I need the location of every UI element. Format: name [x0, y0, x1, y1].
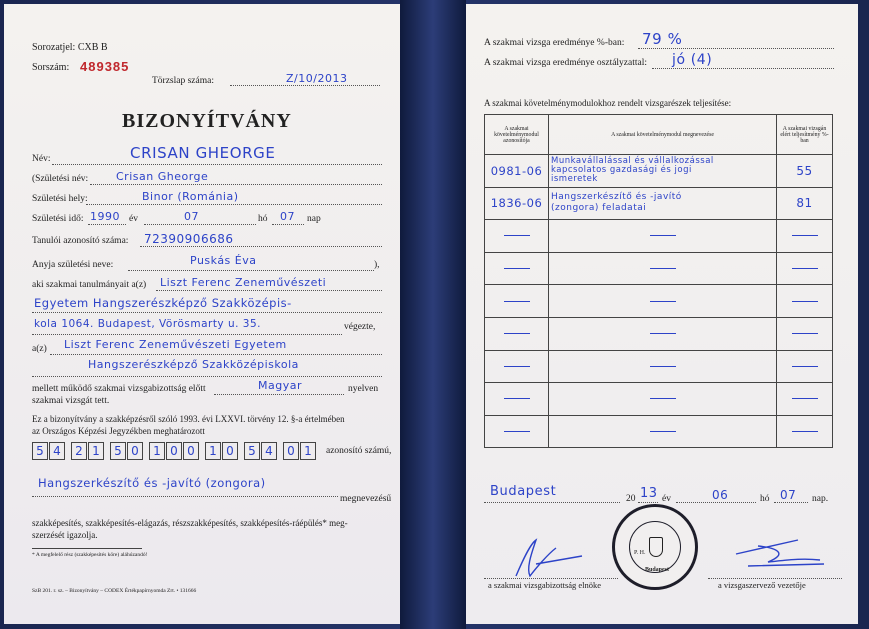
okj-digit: 0 [222, 442, 238, 460]
module-name-line: (zongora) feladatai [551, 203, 647, 214]
header-score: A szakmai vizsgán elért teljesítmény %-ban [777, 115, 833, 155]
studied-label: aki szakmai tanulmányait a(z) [32, 280, 147, 290]
exam-taken: szakmai vizsgát tett. [32, 396, 110, 406]
official-seal [612, 504, 698, 590]
month-value: 06 [712, 488, 729, 502]
qualification-value: Hangszerkészítő és -javító (zongora) [38, 476, 266, 490]
okj-digit: 1 [149, 442, 165, 460]
seal-text: Budapest [645, 567, 670, 573]
birth-day: 07 [280, 210, 295, 223]
birth-place-value: Binor (Románia) [142, 190, 239, 203]
mother-label: Anyja születési neve: [32, 260, 114, 270]
okj-label: azonosító számú, [326, 446, 392, 456]
module-name [549, 187, 777, 220]
document-title: BIZONYÍTVÁNY [122, 110, 292, 132]
okj-digit: 0 [283, 442, 299, 460]
serial-label: Sorszám: [32, 62, 70, 73]
student-id-value: 72390906686 [144, 232, 234, 246]
birth-name-label: (Születési név: [32, 174, 89, 184]
module-score: 81 [777, 187, 833, 220]
birth-date-label: Születési idő: [32, 214, 84, 224]
printer-info: SzB 201. r. sz. – Bizonyítvány – CODEX Értékpapírnyomda Zrt. • 131666 [32, 588, 197, 594]
result-grade-value: jó (4) [672, 52, 713, 68]
modules-label: A szakmai követelménymodulokhoz rendelt vizsgarészek teljesítése: [484, 98, 732, 108]
school-line-2: Egyetem Hangszerészképző Szakközépis- [34, 296, 292, 310]
series-label: Sorozatjel: CXB B [32, 42, 108, 53]
header-module-name: A szakmai követelménymodul megnevezése [549, 115, 777, 155]
chair-signature [496, 534, 586, 582]
year-word: év [662, 494, 671, 504]
table-row [485, 155, 833, 188]
module-id: 0981-06 [485, 155, 549, 188]
qualification-label: megnevezésű [340, 494, 392, 504]
chair-label: a szakmai vizsgabizottság elnöke [488, 580, 602, 590]
record-label: Törzslap száma: [152, 76, 214, 86]
name-value: CRISAN GHEORGE [130, 144, 276, 162]
okj-digit: 5 [32, 442, 48, 460]
okj-digit: 1 [205, 442, 221, 460]
birth-place-label: Születési hely: [32, 194, 88, 204]
okj-digit: 1 [300, 442, 316, 460]
year-prefix: 20 [626, 494, 636, 504]
okj-digit: 5 [110, 442, 126, 460]
module-name [549, 155, 777, 188]
name-label: Név: [32, 154, 51, 164]
footer-text-1: szakképesítés, szakképesítés-elágazás, részszakképesítés, szakképesítés-ráépülés* meg- [32, 518, 348, 528]
okj-digit: 0 [166, 442, 182, 460]
record-number: Z/10/2013 [286, 72, 348, 85]
okj-digit: 4 [261, 442, 277, 460]
law-text-1: Ez a bizonyítvány a szakképzésről szóló 1993. évi LXXVI. törvény 12. §-a értelmében [32, 414, 345, 424]
year-word: év [129, 214, 138, 224]
module-name-line: kapcsolatos gazdasági és jogi [551, 165, 692, 176]
student-id-label: Tanulói azonosító száma: [32, 236, 129, 246]
table-row [485, 415, 833, 448]
footer-text-2: szerzését igazolja. [32, 530, 98, 540]
table-header-row [485, 115, 833, 155]
okj-digit: 5 [244, 442, 260, 460]
table-row [485, 350, 833, 383]
school-line-1: Liszt Ferenc Zeneművészeti [160, 276, 327, 289]
serial-number: 489385 [80, 59, 130, 74]
modules-table [484, 114, 833, 448]
school-line-3: kola 1064. Budapest, Vörösmarty u. 35. [34, 318, 262, 330]
module-name-line: ismeretek [551, 174, 598, 185]
table-row [485, 285, 833, 318]
organizer-label: a vizsgaszervező vezetője [718, 580, 806, 590]
module-id: 1836-06 [485, 187, 549, 220]
birth-year: 1990 [90, 210, 120, 223]
module-name-line: Munkavállalással és vállalkozással [551, 156, 714, 167]
day-word: nap [307, 214, 321, 224]
mother-value: Puskás Éva [190, 254, 257, 267]
okj-digit: 0 [127, 442, 143, 460]
p-label: P. H. [634, 550, 646, 556]
table-row [485, 187, 833, 220]
committee-label: mellett működő szakmai vizsgabizottság előtt [32, 384, 206, 394]
day-word: nap. [812, 494, 829, 504]
year-value: 13 [640, 486, 658, 501]
exam-school-line-1: Liszt Ferenc Zeneművészeti Egyetem [64, 338, 287, 351]
module-name-line: Hangszerkészítő és -javító [551, 192, 682, 203]
book-spine [400, 0, 466, 629]
place-value: Budapest [490, 484, 557, 499]
coat-of-arms-icon [649, 537, 663, 557]
birth-name-value: Crisan Gheorge [116, 170, 209, 183]
okj-digit: 4 [49, 442, 65, 460]
okj-digit: 1 [88, 442, 104, 460]
module-score: 55 [777, 155, 833, 188]
mother-close: ), [374, 260, 380, 270]
law-text-2: az Országos Képzési Jegyzékben meghatározott [32, 426, 205, 436]
day-value: 07 [780, 488, 797, 502]
left-page [4, 4, 400, 624]
right-page [466, 4, 858, 624]
table-row [485, 317, 833, 350]
exam-school-line-2: Hangszerészképző Szakközépiskola [88, 358, 299, 371]
language-label: nyelven [348, 384, 379, 394]
result-pct-value: 79 % [642, 30, 683, 48]
table-row [485, 220, 833, 253]
table-row [485, 252, 833, 285]
completed-label: végezte, [344, 322, 376, 332]
result-pct-label: A szakmai vizsga eredménye %-ban: [484, 38, 625, 48]
language-value: Magyar [258, 379, 302, 392]
result-grade-label: A szakmai vizsga eredménye osztályzattal: [484, 58, 648, 68]
organizer-signature [728, 532, 828, 574]
okj-digit: 2 [71, 442, 87, 460]
birth-month: 07 [184, 210, 199, 223]
az-label: a(z) [32, 344, 47, 354]
footnote: * A megfelelő rész (szakképesítés köre) aláhúzandó! [32, 552, 148, 558]
okj-digit: 0 [183, 442, 199, 460]
month-word: hó [760, 494, 770, 504]
table-row [485, 383, 833, 416]
header-module-id: A szakmai követelménymodul azonosítója [485, 115, 549, 155]
month-word: hó [258, 214, 268, 224]
